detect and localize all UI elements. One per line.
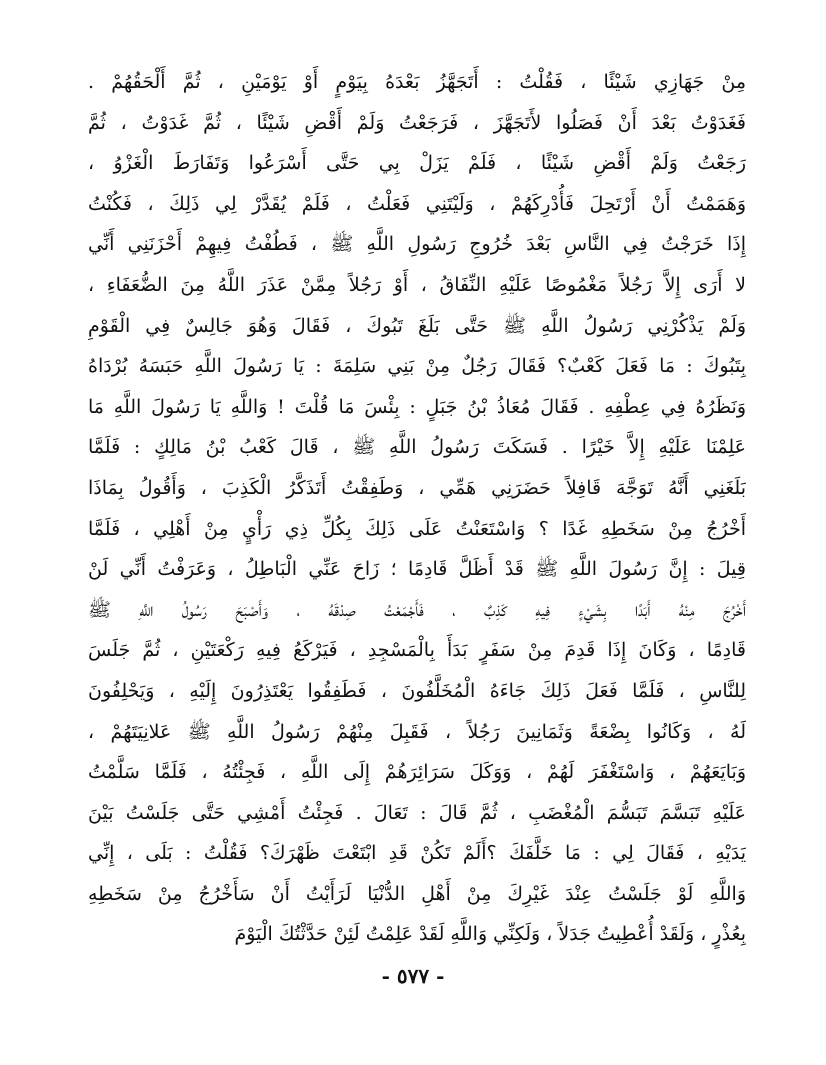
text-line: أَخْرُجُ مِنْ سَخَطِهِ غَدًا ؟ وَاسْتَعَنْتُ عَلَى ذَلِكَ بِكُلِّ ذِي رَأْيٍ مِنْ أَهْلِي ، فَلَمَّا	[88, 517, 746, 540]
text-line: يَدَيْهِ ، فَقَالَ لِي : مَا خَلَّفَكَ ؟أَلَمْ تَكُنْ قَدِ ابْتَعْتَ ظَهْرَكَ؟ فَقُلْتُ : بَلَى ، إِنِّي	[88, 842, 746, 865]
text-line: فَغَدَوْتُ بَعْدَ أَنْ فَصَلُوا لأَتَجَهَّزَ ، فَرَجَعْتُ وَلَمْ أَقْضِ شَيْئًا ، ثُمَّ غَدَوْتُ ، ثُمَّ	[88, 111, 746, 134]
text-line: بِتَبُوكَ : مَا فَعَلَ كَعْبٌ؟ فَقَالَ رَجُلٌ مِنْ بَنِي سَلِمَةَ : يَا رَسُولَ اللَّهِ حَبَسَهُ بُرْدَاهُ	[88, 355, 746, 378]
body-text	[88, 62, 746, 955]
text-line: قَادِمًا ، وَكَانَ إِذَا قَدِمَ مِنْ سَفَرٍ بَدَأَ بِالْمَسْجِدِ ، فَيَرْكَعُ فِيهِ رَكْعَتَيْنِ ، ثُمَّ جَلَسَ	[88, 639, 746, 662]
text-line: رَجَعْتُ وَلَمْ أَقْضِ شَيْئًا ، فَلَمْ يَزَلْ بِي حَتَّى أَسْرَعُوا وَتَفَارَطَ الْغَزْوُ ،	[88, 152, 746, 175]
page-number: - ٥٧٧ -	[381, 964, 445, 988]
text-line: وَبَايَعَهُمْ ، وَاسْتَغْفَرَ لَهُمْ ، وَوَكَلَ سَرَائِرَهُمْ إِلَى اللَّهِ ، فَجِئْتُهُ ، فَلَمَّا سَلَّمْتُ	[88, 761, 746, 784]
text-line: بِعُذْرٍ ، وَلَقَدْ أُعْطِيتُ جَدَلاً ، وَلَكِنِّي وَاللَّهِ لَقَدْ عَلِمْتُ لَئِنْ حَدَّثْتُكَ الْيَوْمَ	[234, 923, 746, 946]
text-line: لِلنَّاسِ ، فَلَمَّا فَعَلَ ذَلِكَ جَاءَهُ الْمُخَلَّفُونَ ، فَطَفِقُوا يَعْتَذِرُونَ إِلَيْهِ ، وَيَحْلِفُونَ	[88, 679, 746, 702]
text-line: عَلَيْهِ تَبَسَّمَ تَبَسُّمَ الْمُغْضَبِ ، ثُمَّ قَالَ : تَعَالَ . فَجِئْتُ أَمْشِي حَتَّى جَلَسْتُ بَيْنَ	[88, 801, 746, 824]
text-line: مِنْ جَهَازِي شَيْئًا ، فَقُلْتُ : أَتَجَهَّزُ بَعْدَهُ بِيَوْمٍ أَوْ يَوْمَيْنِ ، ثُمَّ أَلْحَقُهُمْ .	[88, 71, 746, 93]
text-line: لَهُ ، وَكَانُوا بِضْعَةً وَثَمَانِينَ رَجُلاً ، فَقَبِلَ مِنْهُمْ رَسُولُ اللَّهِ ﷺ عَلانِيَتَهُمْ ،	[88, 720, 746, 743]
text-line: قِيلَ : إِنَّ رَسُولَ اللَّهِ ﷺ قَدْ أَظَلَّ قَادِمًا ؛ زَاحَ عَنِّي الْبَاطِلُ ، وَعَرَفْتُ أَنِّي لَنْ	[88, 558, 746, 581]
text-line: وَلَمْ يَذْكُرْنِي رَسُولُ اللَّهِ ﷺ حَتَّى بَلَغَ تَبُوكَ ، فَقَالَ وَهُوَ جَالِسٌ فِي الْقَوْمِ	[88, 314, 746, 337]
text-line: وَاللَّهِ لَوْ جَلَسْتُ عِنْدَ غَيْرِكَ مِنْ أَهْلِ الدُّنْيَا لَرَأَيْتُ أَنْ سَأَخْرُجُ مِنْ سَخَطِهِ	[88, 882, 746, 905]
text-line: أَخْرُجَ مِنْهُ أَبَدًا بِشَيْءٍ فِيهِ كَذِبٌ ، فَأَجْمَعْتُ صِدْقَهُ ، وَأَصْبَحَ رَسُولُ اللَّهِ ﷺ	[88, 598, 746, 621]
text-line: وَهَمَمْتُ أَنْ أَرْتَحِلَ فَأُدْرِكَهُمْ ، وَلَيْتَنِي فَعَلْتُ ، فَلَمْ يُقَدَّرْ لِي ذَلِكَ ، فَكُنْتُ	[88, 192, 746, 215]
text-line: وَنَظَرُهُ فِي عِطْفِهِ . فَقَالَ مُعَاذُ بْنُ جَبَلٍ : بِئْسَ مَا قُلْتَ ! وَاللَّهِ يَا رَسُولَ اللَّهِ مَا	[88, 395, 746, 418]
text-line: لا أَرَى إِلاَّ رَجُلاً مَغْمُوصًا عَلَيْهِ النِّفَاقُ ، أَوْ رَجُلاً مِمَّنْ عَذَرَ اللَّهُ مِنَ الضُّعَفَاءِ ،	[88, 273, 746, 296]
text-line: عَلِمْنَا عَلَيْهِ إِلاَّ خَيْرًا . فَسَكَتَ رَسُولُ اللَّهِ ﷺ ، قَالَ كَعْبُ بْنُ مَالِكٍ : فَلَمَّا	[88, 436, 746, 459]
text-line: بَلَغَنِي أَنَّهُ تَوَجَّهَ قَافِلاً حَضَرَنِي هَمِّي ، وَطَفِقْتُ أَتَذَكَّرُ الْكَذِبَ ، وَأَقُولُ بِمَاذَا	[88, 476, 746, 499]
text-line: إِذَا خَرَجْتُ فِي النَّاسِ بَعْدَ خُرُوجِ رَسُولِ اللَّهِ ﷺ ، فَطُفْتُ فِيهِمْ أَحْزَنَنِي أَنِّي	[88, 233, 746, 256]
